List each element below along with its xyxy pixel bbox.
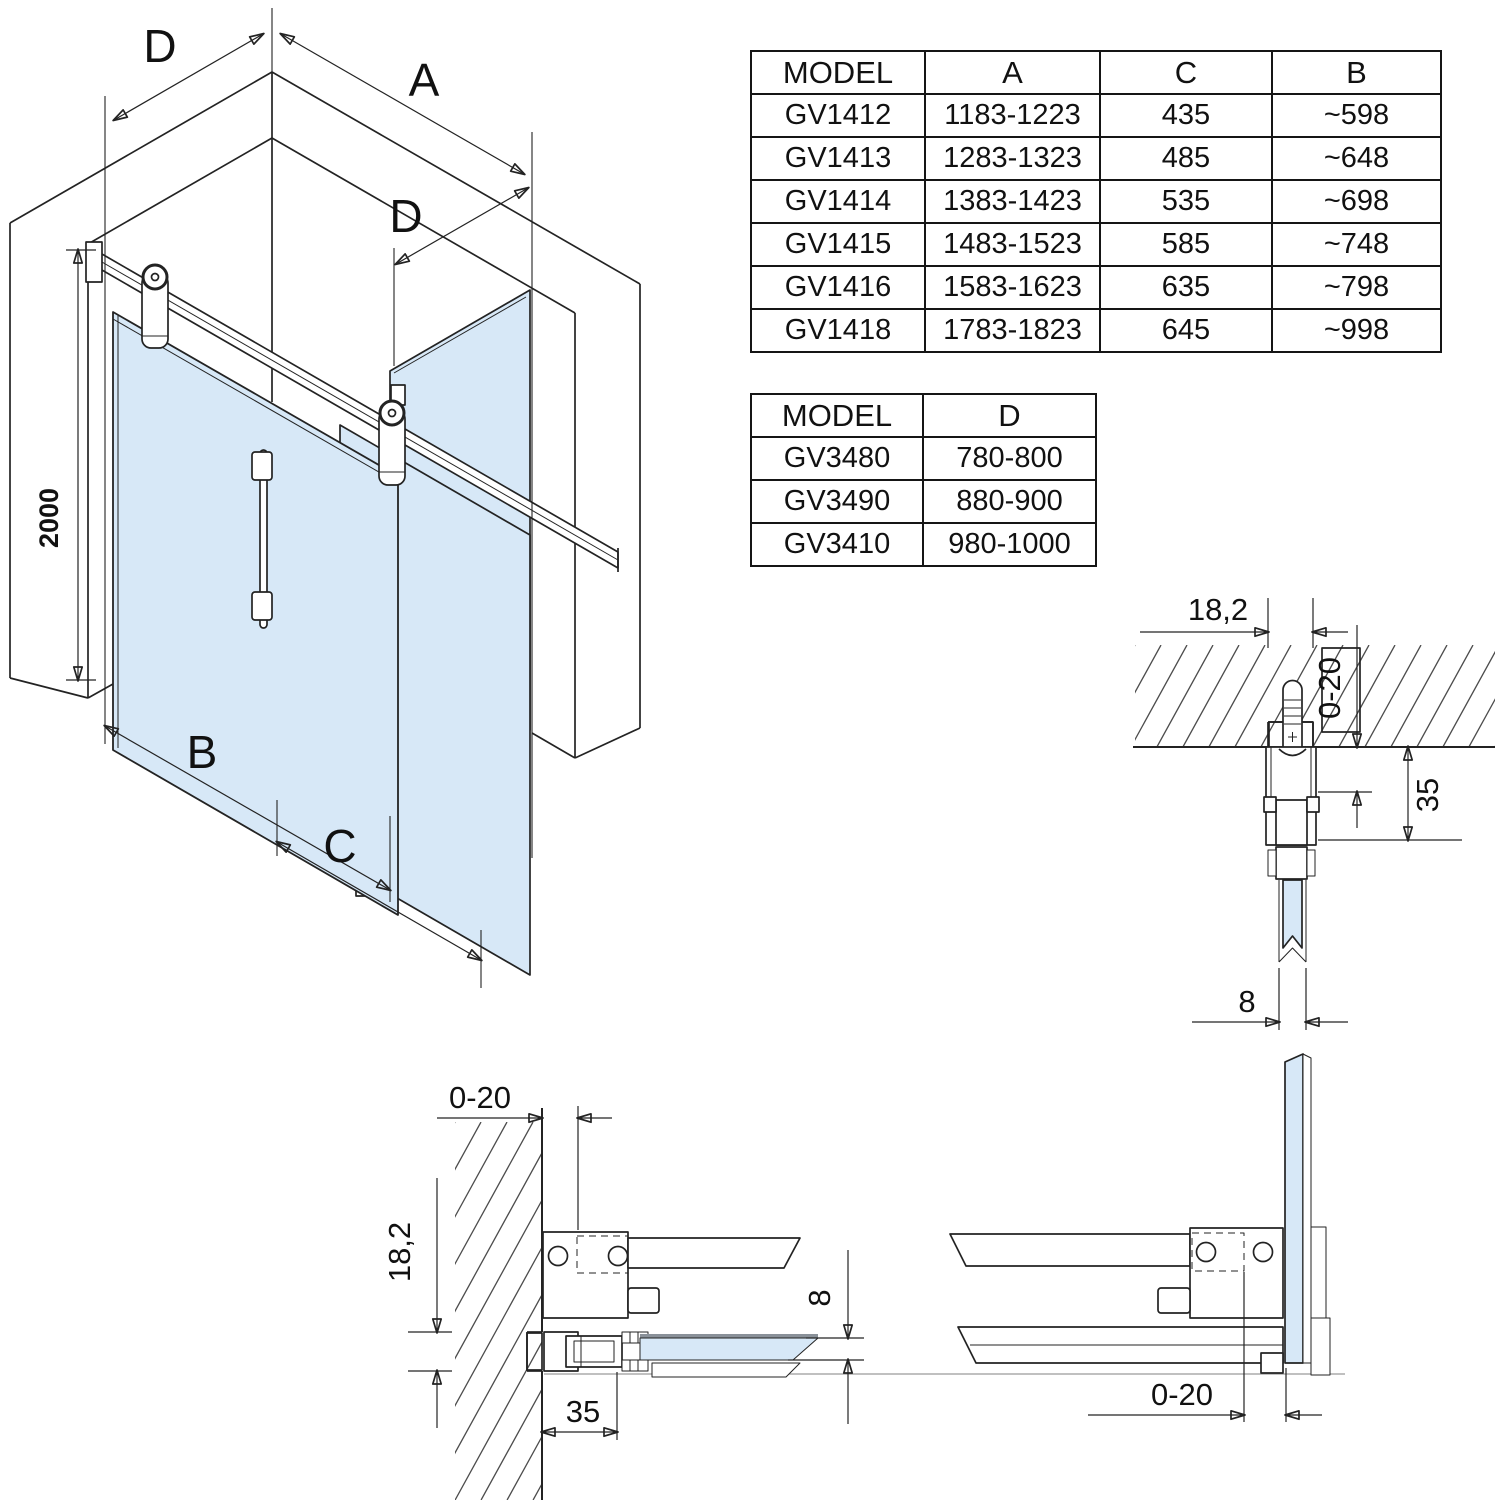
table-row [751, 437, 1096, 480]
detail-panel-section [950, 1054, 1330, 1422]
wall-profile-section [544, 1332, 648, 1371]
column-header: A [925, 51, 1100, 94]
dim-label-8: 8 [802, 1289, 837, 1307]
table-row [751, 309, 1441, 352]
column-header: MODEL [751, 394, 923, 437]
roller-carriage-right [379, 401, 405, 485]
table-row [751, 137, 1441, 180]
table-row [751, 94, 1441, 137]
table-row [751, 223, 1441, 266]
rail-bar-section [628, 1238, 800, 1268]
table-row [751, 266, 1441, 309]
rail-wall-bracket [86, 242, 102, 282]
model-table-side [750, 393, 1097, 567]
a-cell: 1183-1223 [925, 94, 1100, 137]
b-cell: ~798 [1272, 266, 1441, 309]
model-cell: GV3410 [751, 523, 923, 566]
b-cell: ~748 [1272, 223, 1441, 266]
model-cell: GV1415 [751, 223, 925, 266]
model-cell: GV1418 [751, 309, 925, 352]
b-cell: ~998 [1272, 309, 1441, 352]
roller-wheel-icon [143, 265, 167, 289]
dim-label-35: 35 [565, 1394, 601, 1429]
table-header-row [751, 51, 1441, 94]
b-cell: ~698 [1272, 180, 1441, 223]
dim-label-b: B [186, 726, 218, 778]
detail-wall-section [247, 1080, 864, 1500]
a-cell: 1583-1623 [925, 266, 1100, 309]
column-header: B [1272, 51, 1441, 94]
wall-hatch [247, 1122, 741, 1500]
dim-label-35: 35 [1410, 777, 1445, 813]
rail-bar-section [950, 1234, 1190, 1266]
dim-label-a: A [408, 54, 440, 106]
b-cell: ~648 [1272, 137, 1441, 180]
a-cell: 1783-1823 [925, 309, 1100, 352]
dim-label-0-20: 0-20 [448, 1080, 512, 1115]
model-cell: GV3490 [751, 480, 923, 523]
column-header: C [1100, 51, 1272, 94]
d-cell: 780-800 [923, 437, 1096, 480]
wall-anchor-screw [1283, 681, 1302, 757]
iso-drawing [10, 8, 640, 988]
model-cell: GV1413 [751, 137, 925, 180]
c-cell: 435 [1100, 94, 1272, 137]
table-row [751, 523, 1096, 566]
a-cell: 1283-1323 [925, 137, 1100, 180]
dim-label-height: 2000 [34, 487, 64, 549]
glass-section-vertical [1279, 880, 1306, 962]
model-cell: GV3480 [751, 437, 923, 480]
b-cell: ~598 [1272, 94, 1441, 137]
table-row [751, 180, 1441, 223]
dim-label-d-left: D [143, 20, 177, 72]
column-header: MODEL [751, 51, 925, 94]
dim-label-18-2: 18,2 [1187, 592, 1249, 627]
top-profile-section [1264, 747, 1319, 879]
roller-carriage-left [142, 265, 168, 348]
dim-label-d-inner: D [389, 190, 423, 242]
model-cell: GV1416 [751, 266, 925, 309]
c-cell: 635 [1100, 266, 1272, 309]
detail-ceiling-section [1079, 592, 1500, 1030]
a-cell: 1383-1423 [925, 180, 1100, 223]
c-cell: 645 [1100, 309, 1272, 352]
model-cell: GV1414 [751, 180, 925, 223]
table-row [751, 480, 1096, 523]
d-cell: 980-1000 [923, 523, 1096, 566]
a-cell: 1483-1523 [925, 223, 1100, 266]
dim-label-0-20: 0-20 [1312, 656, 1347, 720]
model-cell: GV1412 [751, 94, 925, 137]
lower-profile-bars [958, 1327, 1283, 1373]
dim-label-0-20: 0-20 [1150, 1377, 1214, 1412]
side-glass-section-vertical [1285, 1054, 1330, 1375]
model-table-main [750, 50, 1442, 353]
roller-wheel-icon [380, 401, 404, 425]
glass-section-horizontal [640, 1336, 818, 1377]
dim-label-c: C [323, 820, 357, 872]
d-cell: 880-900 [923, 480, 1096, 523]
c-cell: 585 [1100, 223, 1272, 266]
c-cell: 485 [1100, 137, 1272, 180]
c-cell: 535 [1100, 180, 1272, 223]
table-header-row [751, 394, 1096, 437]
dim-label-18-2: 18,2 [382, 1221, 417, 1283]
column-header: D [923, 394, 1096, 437]
dim-label-8: 8 [1238, 984, 1256, 1019]
